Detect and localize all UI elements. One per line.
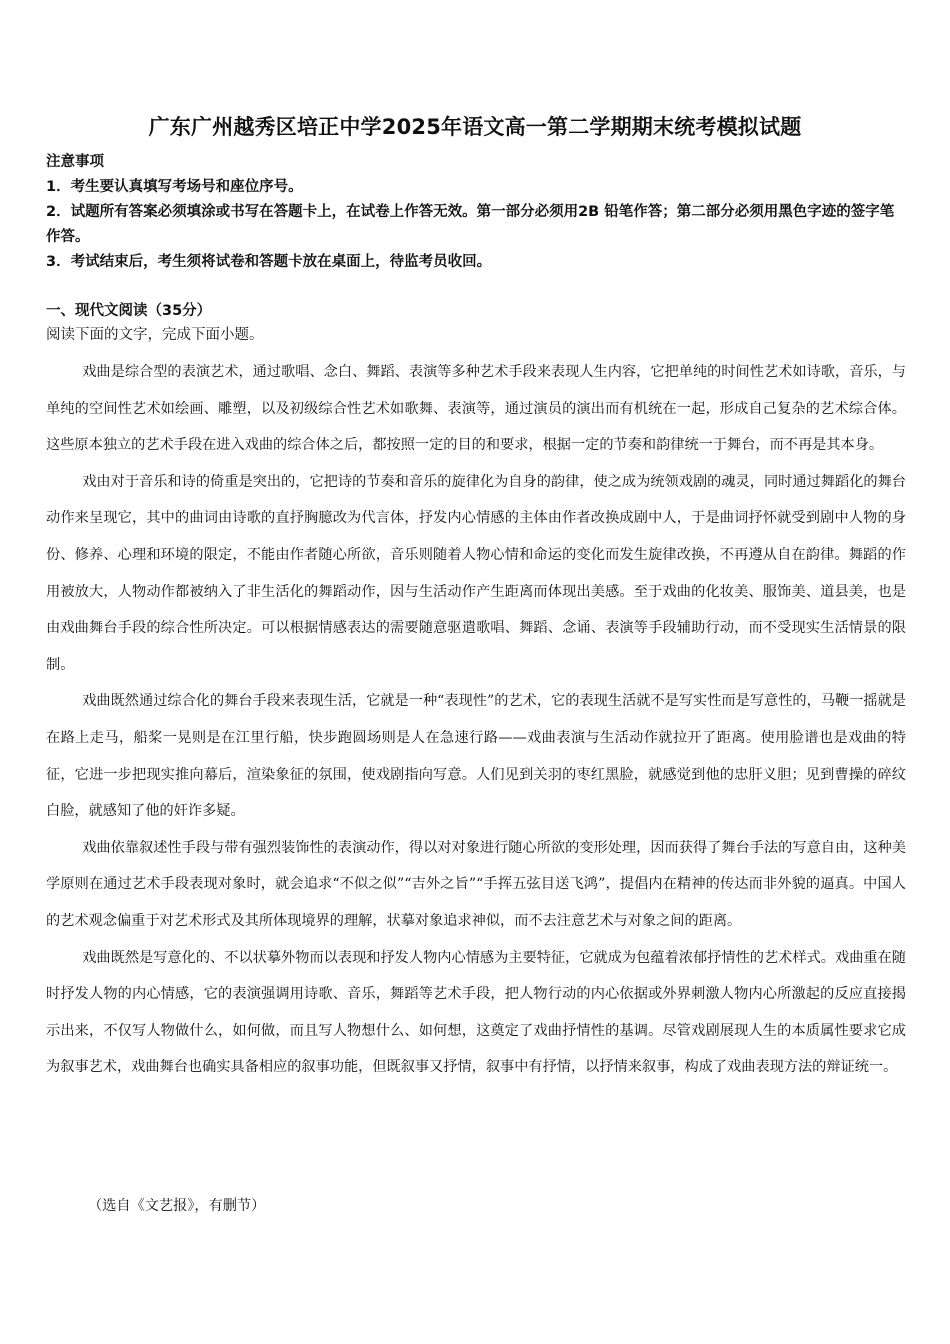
reading-instruction: 阅读下面的文字，完成下面小题。 [46,327,264,343]
notice-item-3: 3．考试结束后，考生须将试卷和答题卡放在桌面上，待监考员收回。 [46,254,492,270]
passage-paragraph-4: 戏曲依靠叙述性手段与带有强烈装饰性的表演动作，得以对对象进行随心所欲的变形处理，因而获得了舞台手法的写意自由，这种美学原则在通过艺术手段表现对象时，就会追求“不似之似”“吉外之旨”“手挥五弦目送飞鸿”，提倡内在精神的传达而非外貌的逼真。中国人的艺术观念偏重于对艺术形式及其所体现境界的理解，状摹对象追求神似，而不去注意艺术与对象之间的距离。 [46,839,906,929]
notice-item-1: 1．考生要认真填写考场号和座位序号。 [46,179,303,195]
reading-passage [46,354,906,1086]
section-heading: 一、现代文阅读（35分） [46,303,212,319]
notice-item-2: 2．试题所有答案必须填涂或书写在答题卡上，在试卷上作答无效。第一部分必须用2B 铅笔作答；第二部分必须用黑色字迹的签字笔作答。 [46,204,895,245]
passage-source: （选自《文艺报》，有删节） [88,1198,266,1214]
passage-paragraph-5: 戏曲既然是写意化的、不以状摹外物而以表现和抒发人物内心情感为主要特征，它就成为包蕴着浓郁抒情性的艺术样式。戏曲重在随时抒发人物的内心情感，它的表演强调用诗歌、音乐，舞蹈等艺术手段，把人物行动的内心依据或外界刺激人物内心所激起的反应直接揭示出来，不仅写人物做什么，如何做，而且写人物想什么、如何想，这奠定了戏曲抒情性的基调。尽管戏剧展现人生的本质属性要求它成为叙事艺术，戏曲舞台也确实具备相应的叙事功能，但既叙事又抒情，叙事中有抒情，以抒情来叙事，构成了戏曲表现方法的辩证统一。 [46,949,906,1076]
passage-paragraph-1: 戏曲是综合型的表演艺术，通过歌唱、念白、舞蹈、表演等多种艺术手段来表现人生内容，它把单纯的时间性艺术如诗歌，音乐，与单纯的空间性艺术如绘画、雕塑，以及初级综合性艺术如歌舞、表演等，通过演员的演出而有机统在一起，形成自己复杂的艺术综合体。这些原本独立的艺术手段在进入戏曲的综合体之后，都按照一定的目的和要求，根据一定的节奏和韵律统一于舞台，而不再是其本身。 [46,364,906,454]
passage-paragraph-3: 戏曲既然通过综合化的舞台手段来表现生活，它就是一种“表现性”的艺术，它的表现生活就不是写实性而是写意性的，马鞭一摇就是在路上走马，船桨一晃则是在江里行船，快步跑圆场则是人在急速行路——戏曲表演与生活动作就拉开了距离。使用脸谱也是戏曲的特征，它进一步把现实推向幕后，渲染象征的氛围，使戏剧指向写意。人们见到关羽的枣红黑脸，就感觉到他的忠肝义胆；见到曹操的碎纹白脸，就感知了他的奸诈多疑。 [46,693,906,820]
passage-paragraph-2: 戏由对于音乐和诗的倚重是突出的，它把诗的节奏和音乐的旋律化为自身的韵律，使之成为统领戏剧的魂灵，同时通过舞蹈化的舞台动作来呈现它，其中的曲词由诗歌的直抒胸臆改为代言体，抒发内心情感的主体由作者改换成剧中人，于是曲词抒怀就受到剧中人物的身份、修养、心理和环境的限定，不能由作者随心所欲，音乐则随着人物心情和命运的变化而发生旋律改换，不再遵从自在韵律。舞蹈的作用被放大，人物动作都被纳入了非生活化的舞蹈动作，因与生活动作产生距离而体现出美感。至于戏曲的化妆美、服饰美、道县美，也是由戏曲舞台手段的综合性所决定。可以根据情感表达的需要随意驱遣歌唱、舞蹈、念诵、表演等手段辅助行动，而不受现实生活情景的限制。 [46,473,906,673]
notice-heading: 注意事项 [46,154,104,170]
exam-title: 广东广州越秀区培正中学2025年语文高一第二学期期末统考模拟试题 [148,115,802,139]
notice-section [46,150,908,275]
